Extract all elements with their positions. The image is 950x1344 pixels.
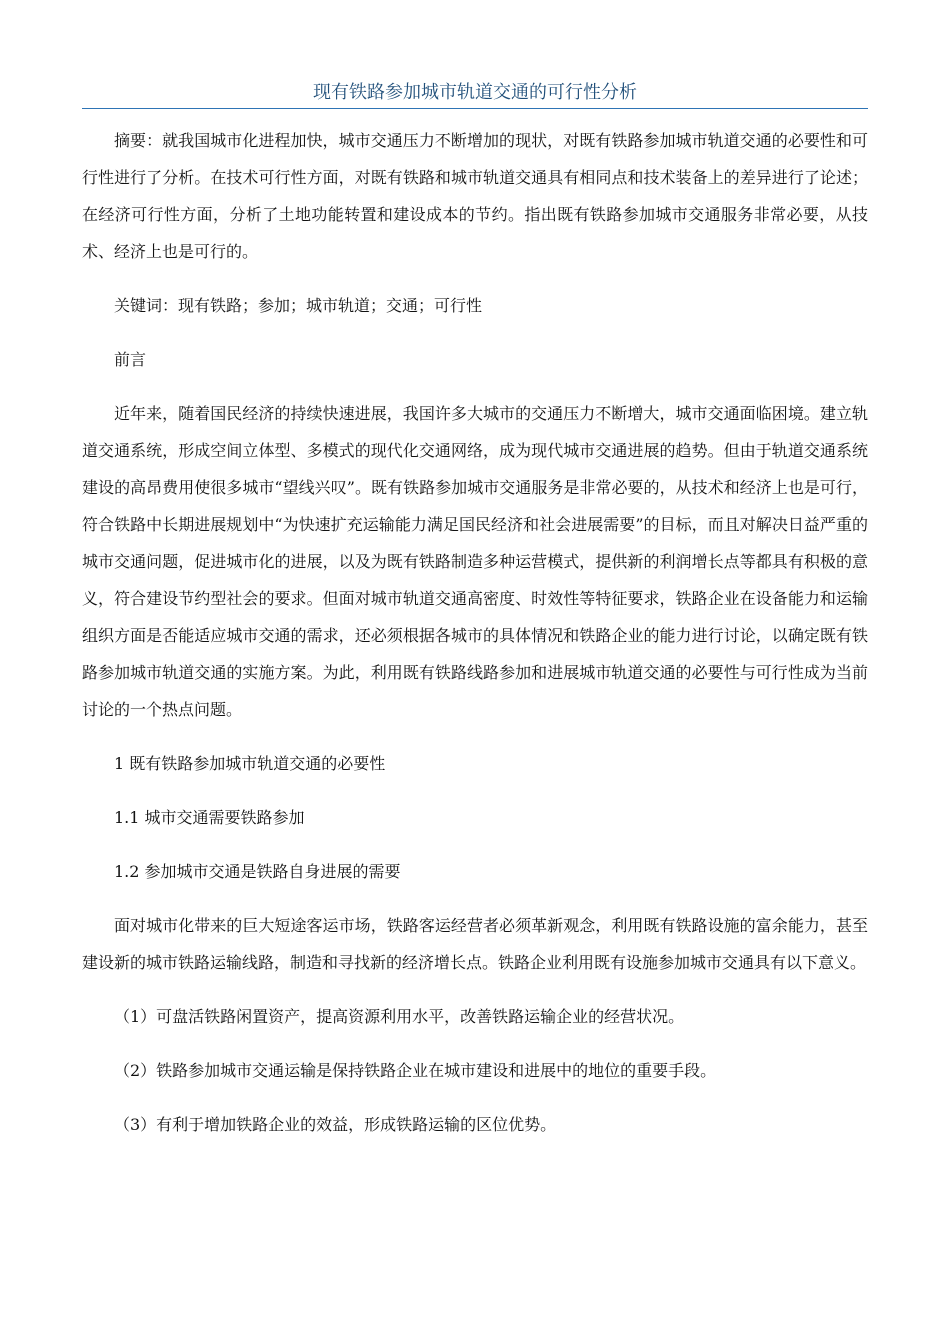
list-item-2: （2）铁路参加城市交通运输是保持铁路企业在城市建设和进展中的地位的重要手段。 xyxy=(114,1061,717,1080)
section-heading-preface: 前言 xyxy=(114,350,147,369)
spacer xyxy=(82,378,868,395)
spacer xyxy=(82,890,868,907)
spacer xyxy=(82,836,868,853)
list-item-1: （1）可盘活铁路闲置资产，提高资源利用水平，改善铁路运输企业的经营状况。 xyxy=(114,1007,685,1026)
spacer xyxy=(82,782,868,799)
abstract-paragraph: 摘要：就我国城市化进程加快，城市交通压力不断增加的现状，对既有铁路参加城市轨道交通的必要性和可行性进行了分析。在技术可行性方面，对既有铁路和城市轨道交通具有相同点和技术装备上的差异进行了论述；在经济可行性方面，分析了土地功能转置和建设成本的节约。指出既有铁路参加城市交通服务非常必要，从技术、经济上也是可行的。 xyxy=(82,131,868,261)
spacer xyxy=(82,981,868,998)
section-heading-1-1: 1.1 城市交通需要铁路参加 xyxy=(114,808,305,827)
spacer xyxy=(82,324,868,341)
spacer xyxy=(82,1089,868,1106)
section-heading-1-2: 1.2 参加城市交通是铁路自身进展的需要 xyxy=(114,862,401,881)
list-item-3: （3）有利于增加铁路企业的效益，形成铁路运输的区位优势。 xyxy=(114,1115,557,1134)
document-body xyxy=(82,122,868,1143)
spacer xyxy=(82,728,868,745)
preface-paragraph: 近年来，随着国民经济的持续快速进展，我国许多大城市的交通压力不断增大，城市交通面临困境。建立轨道交通系统，形成空间立体型、多模式的现代化交通网络，成为现代城市交通进展的趋势。但由于轨道交通系统建设的高昂费用使很多城市“望线兴叹”。既有铁路参加城市交通服务是非常必要的，从技术和经济上也是可行，符合铁路中长期进展规划中“为快速扩充运输能力满足国民经济和社会进展需要”的目标，而且对解决日益严重的城市交通问题，促进城市化的进展，以及为既有铁路制造多种运营模式，提供新的利润增长点等都具有积极的意义，符合建设节约型社会的要求。但面对城市轨道交通高密度、时效性等特征要求，铁路企业在设备能力和运输组织方面是否能适应城市交通的需求，还必须根据各城市的具体情况和铁路企业的能力进行讨论，以确定既有铁路参加城市轨道交通的实施方案。为此，利用既有铁路线路参加和进展城市轨道交通的必要性与可行性成为当前讨论的一个热点问题。 xyxy=(82,404,868,719)
spacer xyxy=(82,1035,868,1052)
spacer xyxy=(82,270,868,287)
header-divider xyxy=(82,108,868,109)
keywords-line: 关键词：现有铁路；参加；城市轨道；交通；可行性 xyxy=(114,296,483,315)
section-heading-1: 1 既有铁路参加城市轨道交通的必要性 xyxy=(114,754,386,773)
body-paragraph: 面对城市化带来的巨大短途客运市场，铁路客运经营者必须革新观念，利用既有铁路设施的富余能力，甚至建设新的城市铁路运输线路，制造和寻找新的经济增长点。铁路企业利用既有设施参加城市交通具有以下意义。 xyxy=(82,916,868,972)
page-header-title: 现有铁路参加城市轨道交通的可行性分析 xyxy=(313,82,637,103)
